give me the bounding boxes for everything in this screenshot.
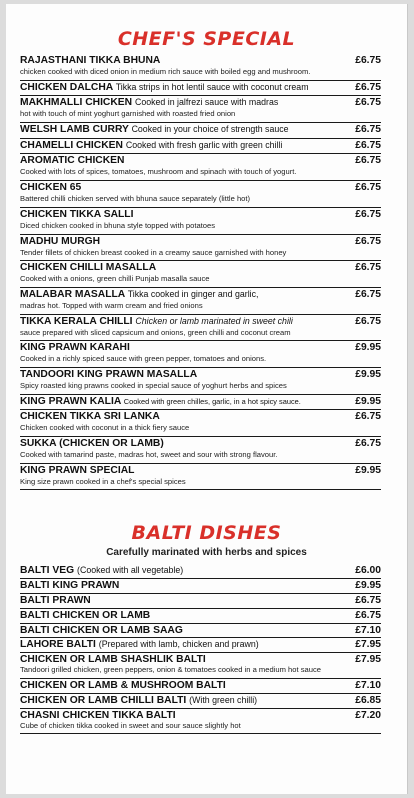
item-price: £6.75 — [355, 262, 381, 274]
item-name: TIKKA KERALA CHILLI Chicken or lamb marinated in sweet chili — [20, 315, 293, 327]
item-name: CHICKEN DALCHA Tikka strips in hot lentil sauce with coconut cream — [20, 81, 309, 93]
item-name: AROMATIC CHICKEN — [20, 155, 125, 167]
item-name: MADHU MURGH — [20, 235, 101, 247]
menu-item — [20, 709, 381, 734]
item-price: £6.75 — [355, 139, 381, 151]
balti-dishes-title: BALTI DISHES — [131, 522, 282, 544]
item-name: MALABAR MASALLA Tikka cooked in ginger and garlic, — [20, 288, 259, 300]
item-price: £7.20 — [355, 709, 381, 721]
item-inline-description: Tikka cooked in ginger and garlic, — [127, 288, 259, 299]
item-name: CHASNI CHICKEN TIKKA BALTI — [20, 709, 176, 721]
item-price: £6.75 — [355, 124, 381, 136]
menu-item — [20, 410, 381, 437]
menu-item — [20, 288, 381, 315]
item-inline-description: Cooked with fresh garlic with green chilli — [125, 139, 283, 150]
item-name: KING PRAWN KARAHI — [20, 342, 130, 354]
menu-item — [20, 594, 381, 609]
item-name: CHICKEN TIKKA SRI LANKA — [20, 411, 160, 423]
menu-item — [20, 261, 381, 288]
item-description: Battered chilli chicken served with bhuna sauce separately (little hot) — [20, 194, 251, 204]
item-name: LAHORE BALTI (Prepared with lamb, chicken and prawn) — [20, 639, 259, 651]
item-description: Cooked with tamarind paste, madras hot, sweet and sour with strong flavour. — [20, 450, 278, 459]
menu-item — [20, 437, 381, 464]
menu-item — [20, 638, 381, 653]
menu-item — [20, 139, 381, 155]
item-name: BALTI VEG (Cooked with all vegetable) — [20, 565, 184, 576]
item-inline-description: (Prepared with lamb, chicken and prawn) — [98, 639, 259, 650]
item-price: £7.95 — [355, 639, 381, 651]
item-inline-description: Cooked in jalfrezi sauce with madras — [134, 97, 279, 108]
item-price: £6.75 — [355, 81, 381, 93]
item-name: BALTI PRAWN — [20, 594, 91, 606]
item-description: Tender fillets of chicken breast cooked in a creamy sauce garnished with honey — [20, 247, 287, 257]
item-name: WELSH LAMB CURRY Cooked in your choice of strength sauce — [20, 124, 289, 136]
item-price: £7.95 — [355, 654, 381, 666]
item-price: £6.75 — [355, 182, 381, 194]
item-price: £9.95 — [355, 342, 381, 354]
menu-item — [20, 235, 381, 262]
balti-list — [20, 564, 381, 734]
menu-item — [20, 395, 381, 411]
item-name: CHICKEN OR LAMB & MUSHROOM BALTI — [20, 679, 226, 691]
menu-item — [20, 181, 381, 208]
item-name: BALTI KING PRAWN — [20, 579, 120, 591]
item-price: £6.75 — [355, 155, 381, 167]
item-price: £6.75 — [355, 411, 381, 423]
item-price: £6.75 — [355, 97, 381, 109]
chefs-special-list — [20, 54, 381, 490]
item-description: Tandoori grilled chicken, green peppers, onion & tomatoes cooked in a medium hot sauce — [20, 665, 321, 675]
item-inline-description: Cooked in your choice of strength sauce — [131, 124, 289, 135]
item-description: sauce prepared with sliced capsicum and onions, green chilli and coconut cream — [20, 327, 291, 337]
item-name: KING PRAWN KALIA Cooked with green chilles, garlic, in a hot spicy sauce. — [20, 395, 301, 407]
item-description: madras hot. Topped with warm cream and fried onions — [20, 300, 203, 310]
item-price: £9.95 — [355, 464, 381, 476]
item-name: CHICKEN OR LAMB SHASHLIK BALTI — [20, 654, 206, 666]
item-price: £6.00 — [355, 565, 381, 576]
item-price: £6.75 — [355, 609, 381, 621]
item-description: Cooked in a richly spiced sauce with green pepper, tomatoes and onions. — [20, 354, 267, 364]
item-inline-description: (Cooked with all vegetable) — [77, 565, 184, 575]
menu-item — [20, 123, 381, 139]
menu-item — [20, 368, 381, 395]
item-inline-description: Cooked with green chilles, garlic, in a hot spicy sauce. — [123, 396, 301, 406]
menu-item — [20, 579, 381, 594]
item-name: SUKKA (CHICKEN OR LAMB) — [20, 438, 164, 449]
menu-item — [20, 694, 381, 709]
item-name: RAJASTHANI TIKKA BHUNA — [20, 55, 161, 66]
item-description: hot with touch of mint yoghurt garnished with roasted fried onion — [20, 109, 236, 119]
menu-item — [20, 208, 381, 235]
item-price: £6.75 — [355, 208, 381, 220]
menu-page — [6, 4, 408, 794]
item-price: £6.75 — [355, 594, 381, 606]
item-description: Diced chicken cooked in bhuna style topped with potatoes — [20, 220, 216, 230]
balti-subtitle: Carefully marinated with herbs and spices — [106, 547, 307, 558]
item-price: £9.95 — [355, 579, 381, 591]
item-price: £6.75 — [355, 315, 381, 327]
menu-item — [20, 624, 381, 639]
menu-item — [20, 154, 381, 181]
menu-item — [20, 609, 381, 624]
item-name: KING PRAWN SPECIAL — [20, 464, 135, 476]
item-name: BALTI CHICKEN OR LAMB SAAG — [20, 624, 183, 636]
item-price: £7.10 — [355, 679, 381, 691]
item-price: £9.95 — [355, 395, 381, 407]
menu-item — [20, 564, 381, 579]
menu-item — [20, 81, 381, 97]
item-description: Cooked with a onions, green chilli Punjab masalla sauce — [20, 274, 210, 284]
item-description: chicken cooked with diced onion in medium rich sauce with boiled egg and mushroom. — [20, 67, 311, 76]
item-description: King size prawn cooked in a chef's special spices — [20, 476, 186, 486]
item-description: Cube of chicken tikka cooked in sweet and sour sauce slightly hot — [20, 720, 241, 730]
item-name: CHICKEN OR LAMB CHILLI BALTI (With green chilli) — [20, 694, 258, 706]
item-price: £6.75 — [355, 55, 381, 66]
item-price: £6.75 — [355, 438, 381, 449]
menu-item — [20, 464, 381, 491]
item-price: £9.95 — [355, 368, 381, 380]
item-name: MAKHMALLI CHICKEN Cooked in jalfrezi sauce with madras — [20, 97, 279, 109]
item-name: BALTI CHICKEN OR LAMB — [20, 609, 151, 621]
item-inline-description: (With green chilli) — [189, 694, 258, 705]
menu-item — [20, 653, 381, 678]
item-price: £6.85 — [355, 694, 381, 706]
menu-item — [20, 315, 381, 342]
chefs-special-title: CHEF'S SPECIAL — [117, 28, 296, 50]
item-name: CHICKEN 65 — [20, 182, 82, 194]
menu-item — [20, 341, 381, 368]
menu-item — [20, 96, 381, 123]
item-price: £7.10 — [355, 624, 381, 636]
item-price: £6.75 — [355, 235, 381, 247]
item-name: CHICKEN CHILLI MASALLA — [20, 262, 157, 274]
item-name: TANDOORI KING PRAWN MASALLA — [20, 368, 198, 380]
item-name: CHICKEN TIKKA SALLI — [20, 208, 134, 220]
item-inline-description: Chicken or lamb marinated in sweet chili — [135, 315, 293, 326]
menu-item — [20, 679, 381, 694]
item-description: Chicken cooked with coconut in a thick fiery sauce — [20, 423, 190, 433]
item-description: Spicy roasted king prawns cooked in special sauce of yoghurt herbs and spices — [20, 380, 287, 390]
item-inline-description: Tikka strips in hot lentil sauce with coconut cream — [115, 81, 309, 92]
item-name: CHAMELLI CHICKEN Cooked with fresh garlic with green chilli — [20, 139, 283, 151]
menu-item — [20, 54, 381, 81]
item-description: Cooked with lots of spices, tomatoes, mushroom and spinach with touch of yogurt. — [20, 167, 297, 177]
item-price: £6.75 — [355, 288, 381, 300]
